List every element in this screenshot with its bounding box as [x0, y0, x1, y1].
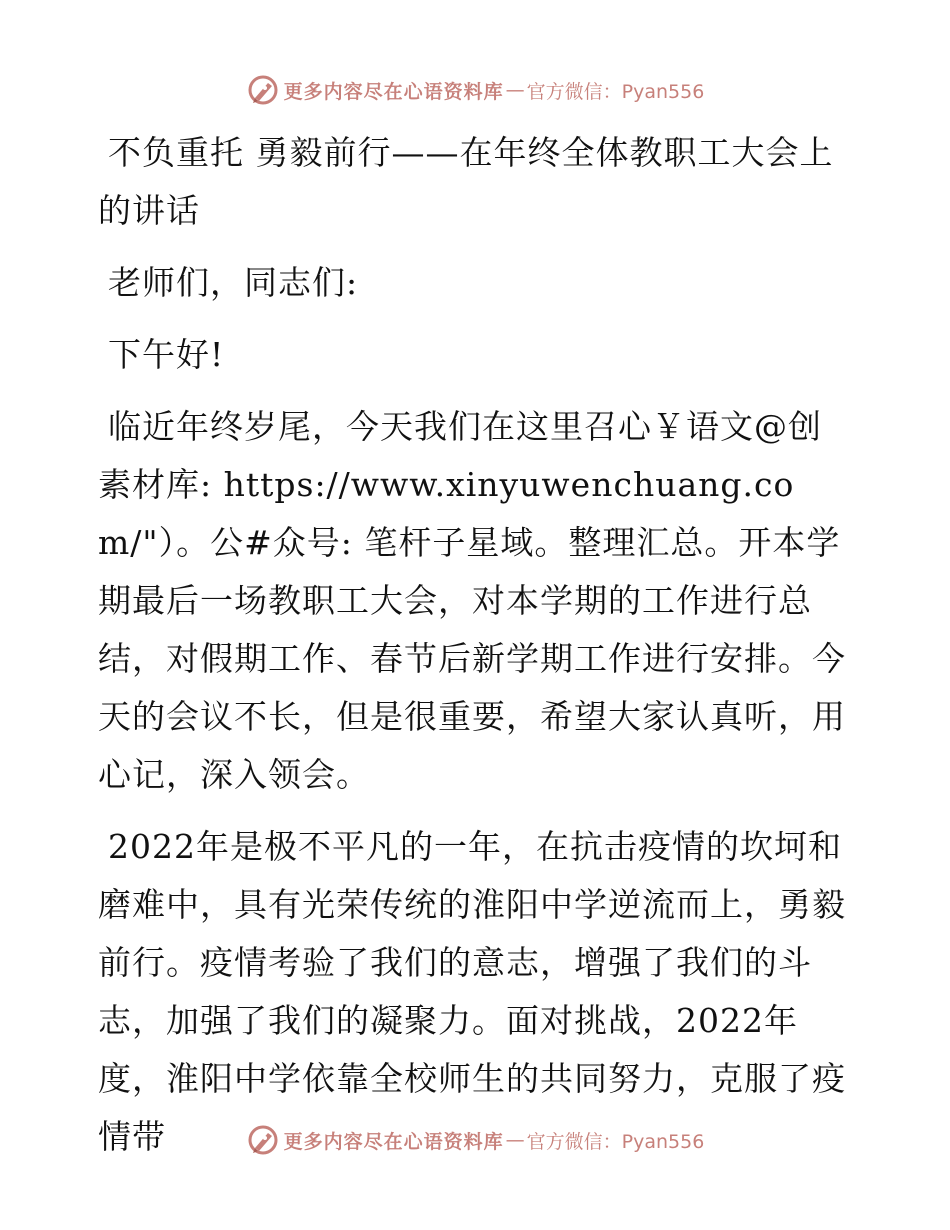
- watermark-brand-text: 更多内容尽在心语资料库: [283, 80, 504, 103]
- watermark-contact-text: 官方微信：Pyan556: [526, 1130, 705, 1153]
- watermark-brand-text: 更多内容尽在心语资料库: [283, 1130, 504, 1153]
- document-body: [98, 124, 850, 1180]
- pen-logo-icon: [246, 1123, 280, 1157]
- paragraph-2022: 2022年是极不平凡的一年，在抗击疫情的坎坷和磨难中，具有光荣传统的淮阳中学逆流而上，勇毅前行。疫情考验了我们的意志，增强了我们的斗志，加强了我们的凝聚力。面对挑战，2022年度，淮阳中学依靠全校师生的共同努力，克服了疫情带: [98, 827, 846, 1156]
- watermark-contact-text: 官方微信：Pyan556: [526, 80, 705, 103]
- salutation: 老师们，同志们:: [108, 263, 359, 302]
- greeting: 下午好!: [108, 335, 225, 374]
- pen-logo-icon: [246, 73, 280, 107]
- header-watermark: [0, 70, 950, 110]
- paragraph-intro: 临近年终岁尾，今天我们在这里召心￥语文@创素材库: https://www.xinyuwenchuang.com/"）。公#众号: 笔杆子星域。整理汇总。开本学期最后一场教职工大会，对本学期的工作进行总结，对假期工作、春节后新学期工作进行安排。今天的会议不长，但是很重要，希望大家认真听，用心记，深入领会。: [98, 407, 846, 794]
- footer-watermark: [0, 1120, 950, 1160]
- watermark-separator: —: [505, 1129, 525, 1151]
- document-title: 不负重托 勇毅前行——在年终全体教职工大会上的讲话: [98, 133, 834, 230]
- watermark-separator: —: [505, 79, 525, 101]
